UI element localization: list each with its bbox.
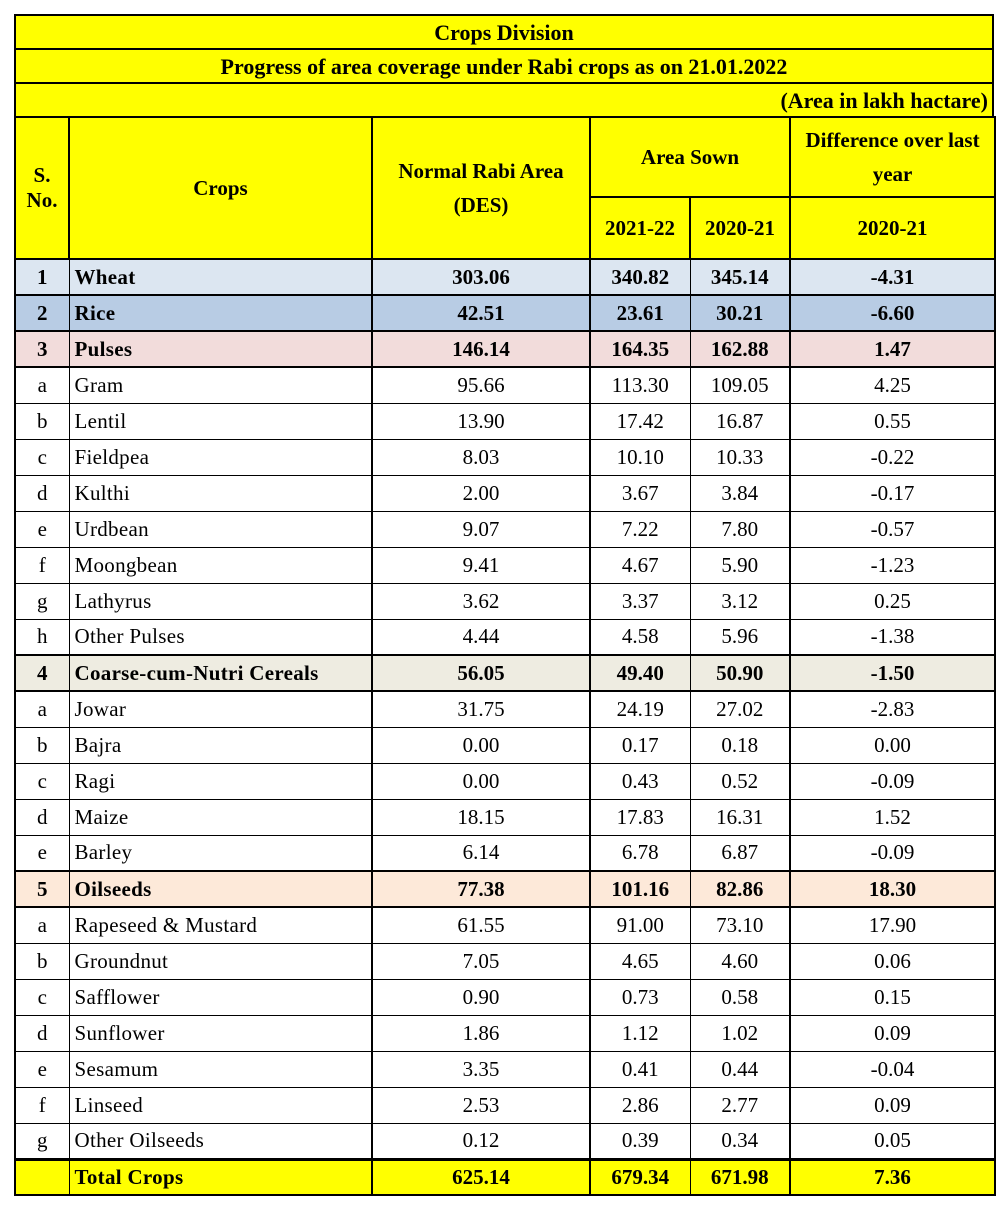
report-title: Progress of area coverage under Rabi crops as on 21.01.2022 — [14, 48, 994, 82]
cell-area-2020-21: 30.21 — [690, 295, 790, 331]
cell-normal-area: 61.55 — [372, 907, 590, 943]
cell-normal-area: 0.90 — [372, 979, 590, 1015]
cell-crop: Groundnut — [69, 943, 372, 979]
table-row — [15, 439, 995, 475]
cell-crop: Sesamum — [69, 1051, 372, 1087]
header-crops-label: Crops — [193, 175, 248, 200]
cell-area-2021-22: 24.19 — [590, 691, 690, 727]
cell-area-2020-21: 5.96 — [690, 619, 790, 655]
cell-difference: -0.09 — [790, 763, 995, 799]
cell-area-2021-22: 4.67 — [590, 547, 690, 583]
cell-difference: 7.36 — [790, 1159, 995, 1195]
cell-normal-area: 6.14 — [372, 835, 590, 871]
cell-sno: b — [15, 403, 69, 439]
cell-area-2021-22: 4.65 — [590, 943, 690, 979]
cell-area-2021-22: 164.35 — [590, 331, 690, 367]
cell-normal-area: 0.12 — [372, 1123, 590, 1159]
cell-normal-area: 9.41 — [372, 547, 590, 583]
cell-sno: f — [15, 1087, 69, 1123]
header-difference-label: Difference over last year — [805, 128, 980, 186]
cell-normal-area: 77.38 — [372, 871, 590, 907]
cell-normal-area: 9.07 — [372, 511, 590, 547]
cell-normal-area: 0.00 — [372, 727, 590, 763]
cell-sno: d — [15, 799, 69, 835]
table-row — [15, 295, 995, 331]
cell-area-2020-21: 7.80 — [690, 511, 790, 547]
total-row — [15, 1159, 995, 1195]
cell-area-2020-21: 671.98 — [690, 1159, 790, 1195]
cell-normal-area: 7.05 — [372, 943, 590, 979]
cell-area-2020-21: 1.02 — [690, 1015, 790, 1051]
cell-crop: Pulses — [69, 331, 372, 367]
cell-area-2021-22: 101.16 — [590, 871, 690, 907]
cell-normal-area: 8.03 — [372, 439, 590, 475]
header-diff-year: 2020-21 — [790, 197, 995, 259]
cell-area-2021-22: 10.10 — [590, 439, 690, 475]
cell-area-2021-22: 679.34 — [590, 1159, 690, 1195]
cell-area-2021-22: 2.86 — [590, 1087, 690, 1123]
cell-normal-area: 42.51 — [372, 295, 590, 331]
table-row — [15, 907, 995, 943]
cell-area-2021-22: 113.30 — [590, 367, 690, 403]
cell-area-2020-21: 73.10 — [690, 907, 790, 943]
cell-area-2020-21: 109.05 — [690, 367, 790, 403]
cell-area-2021-22: 0.43 — [590, 763, 690, 799]
cell-difference: 0.00 — [790, 727, 995, 763]
cell-sno: 3 — [15, 331, 69, 367]
cell-normal-area: 625.14 — [372, 1159, 590, 1195]
cell-sno: c — [15, 439, 69, 475]
cell-sno: a — [15, 691, 69, 727]
cell-sno — [15, 1159, 69, 1195]
cell-area-2021-22: 17.83 — [590, 799, 690, 835]
cell-difference: -2.83 — [790, 691, 995, 727]
cell-sno: h — [15, 619, 69, 655]
table-row — [15, 943, 995, 979]
cell-sno: c — [15, 763, 69, 799]
cell-area-2021-22: 1.12 — [590, 1015, 690, 1051]
cell-sno: 5 — [15, 871, 69, 907]
cell-area-2020-21: 0.44 — [690, 1051, 790, 1087]
cell-crop: Other Pulses — [69, 619, 372, 655]
cell-crop: Other Oilseeds — [69, 1123, 372, 1159]
cell-sno: g — [15, 583, 69, 619]
cell-difference: -0.22 — [790, 439, 995, 475]
header-sno-label: S. No. — [26, 163, 58, 212]
cell-sno: e — [15, 1051, 69, 1087]
cell-area-2020-21: 3.84 — [690, 475, 790, 511]
cell-area-2020-21: 162.88 — [690, 331, 790, 367]
cell-difference: 0.05 — [790, 1123, 995, 1159]
cell-difference: 0.55 — [790, 403, 995, 439]
cell-crop: Maize — [69, 799, 372, 835]
cell-sno: c — [15, 979, 69, 1015]
table-row — [15, 367, 995, 403]
cell-sno: b — [15, 727, 69, 763]
cell-sno: d — [15, 475, 69, 511]
cell-difference: 0.09 — [790, 1087, 995, 1123]
table-row — [15, 511, 995, 547]
cell-normal-area: 3.35 — [372, 1051, 590, 1087]
cell-difference: -0.17 — [790, 475, 995, 511]
table-row — [15, 547, 995, 583]
header-crops — [69, 117, 372, 259]
cell-difference: 0.06 — [790, 943, 995, 979]
cell-area-2020-21: 0.52 — [690, 763, 790, 799]
cell-crop: Total Crops — [69, 1159, 372, 1195]
cell-area-2021-22: 17.42 — [590, 403, 690, 439]
cell-area-2021-22: 6.78 — [590, 835, 690, 871]
cell-crop: Ragi — [69, 763, 372, 799]
table-body — [15, 259, 995, 1195]
table-row — [15, 1015, 995, 1051]
cell-area-2020-21: 345.14 — [690, 259, 790, 295]
cell-crop: Oilseeds — [69, 871, 372, 907]
cell-normal-area: 0.00 — [372, 763, 590, 799]
table-row — [15, 799, 995, 835]
cell-difference: 17.90 — [790, 907, 995, 943]
cell-area-2020-21: 0.34 — [690, 1123, 790, 1159]
cell-normal-area: 95.66 — [372, 367, 590, 403]
cell-difference: -6.60 — [790, 295, 995, 331]
cell-difference: 0.25 — [790, 583, 995, 619]
cell-sno: f — [15, 547, 69, 583]
cell-crop: Sunflower — [69, 1015, 372, 1051]
table-row — [15, 619, 995, 655]
cell-crop: Linseed — [69, 1087, 372, 1123]
cell-crop: Moongbean — [69, 547, 372, 583]
cell-area-2020-21: 50.90 — [690, 655, 790, 691]
cell-normal-area: 31.75 — [372, 691, 590, 727]
cell-normal-area: 18.15 — [372, 799, 590, 835]
cell-crop: Kulthi — [69, 475, 372, 511]
cell-area-2021-22: 3.37 — [590, 583, 690, 619]
cell-difference: -1.50 — [790, 655, 995, 691]
table-row — [15, 1123, 995, 1159]
cell-sno: a — [15, 367, 69, 403]
cell-difference: 1.47 — [790, 331, 995, 367]
cell-sno: 1 — [15, 259, 69, 295]
header-normal-area-label: Normal Rabi Area (DES) — [398, 159, 564, 217]
division-title: Crops Division — [14, 14, 994, 48]
table-row — [15, 979, 995, 1015]
header-difference — [790, 117, 995, 197]
cell-difference: -4.31 — [790, 259, 995, 295]
cell-area-2021-22: 0.41 — [590, 1051, 690, 1087]
cell-area-2021-22: 0.39 — [590, 1123, 690, 1159]
cell-crop: Fieldpea — [69, 439, 372, 475]
cell-sno: b — [15, 943, 69, 979]
cell-area-2021-22: 23.61 — [590, 295, 690, 331]
cell-difference: -1.23 — [790, 547, 995, 583]
cell-sno: g — [15, 1123, 69, 1159]
cell-area-2021-22: 0.17 — [590, 727, 690, 763]
cell-area-2020-21: 3.12 — [690, 583, 790, 619]
cell-sno: 2 — [15, 295, 69, 331]
table-row — [15, 763, 995, 799]
table-row — [15, 583, 995, 619]
cell-area-2021-22: 91.00 — [590, 907, 690, 943]
cell-normal-area: 3.62 — [372, 583, 590, 619]
cell-area-2020-21: 5.90 — [690, 547, 790, 583]
table-row — [15, 655, 995, 691]
cell-normal-area: 146.14 — [372, 331, 590, 367]
cell-crop: Rice — [69, 295, 372, 331]
table-row — [15, 727, 995, 763]
cell-crop: Lathyrus — [69, 583, 372, 619]
cell-difference: -1.38 — [790, 619, 995, 655]
cell-area-2021-22: 0.73 — [590, 979, 690, 1015]
cell-crop: Barley — [69, 835, 372, 871]
cell-crop: Coarse-cum-Nutri Cereals — [69, 655, 372, 691]
cell-area-2020-21: 0.18 — [690, 727, 790, 763]
header-sno — [15, 117, 69, 259]
cell-difference: 4.25 — [790, 367, 995, 403]
cell-difference: 0.09 — [790, 1015, 995, 1051]
cell-sno: e — [15, 511, 69, 547]
report-container — [14, 14, 994, 1196]
table-row — [15, 475, 995, 511]
cell-crop: Lentil — [69, 403, 372, 439]
cell-crop: Rapeseed & Mustard — [69, 907, 372, 943]
table-row — [15, 871, 995, 907]
table-row — [15, 331, 995, 367]
cell-difference: 18.30 — [790, 871, 995, 907]
header-year-2020-21: 2020-21 — [690, 197, 790, 259]
cell-difference: 0.15 — [790, 979, 995, 1015]
cell-normal-area: 56.05 — [372, 655, 590, 691]
cell-crop: Gram — [69, 367, 372, 403]
cell-area-2020-21: 2.77 — [690, 1087, 790, 1123]
cell-normal-area: 303.06 — [372, 259, 590, 295]
header-area-sown-label: Area Sown — [640, 144, 740, 169]
cell-normal-area: 4.44 — [372, 619, 590, 655]
cell-difference: -0.57 — [790, 511, 995, 547]
cell-area-2020-21: 16.87 — [690, 403, 790, 439]
cell-crop: Wheat — [69, 259, 372, 295]
cell-crop: Urdbean — [69, 511, 372, 547]
cell-sno: e — [15, 835, 69, 871]
cell-normal-area: 13.90 — [372, 403, 590, 439]
header-area-sown — [590, 117, 790, 197]
cell-area-2020-21: 0.58 — [690, 979, 790, 1015]
cell-normal-area: 1.86 — [372, 1015, 590, 1051]
cell-area-2021-22: 49.40 — [590, 655, 690, 691]
table-row — [15, 403, 995, 439]
cell-crop: Bajra — [69, 727, 372, 763]
cell-crop: Jowar — [69, 691, 372, 727]
crops-table — [14, 116, 996, 1196]
cell-sno: d — [15, 1015, 69, 1051]
cell-difference: 1.52 — [790, 799, 995, 835]
table-row — [15, 259, 995, 295]
cell-area-2021-22: 4.58 — [590, 619, 690, 655]
header-normal-area — [372, 117, 590, 259]
cell-area-2021-22: 7.22 — [590, 511, 690, 547]
table-row — [15, 835, 995, 871]
header-year-2021-22: 2021-22 — [590, 197, 690, 259]
unit-note: (Area in lakh hactare) — [14, 82, 994, 116]
cell-normal-area: 2.00 — [372, 475, 590, 511]
cell-area-2020-21: 10.33 — [690, 439, 790, 475]
cell-area-2020-21: 16.31 — [690, 799, 790, 835]
cell-area-2020-21: 27.02 — [690, 691, 790, 727]
cell-area-2021-22: 340.82 — [590, 259, 690, 295]
cell-crop: Safflower — [69, 979, 372, 1015]
cell-area-2021-22: 3.67 — [590, 475, 690, 511]
cell-sno: a — [15, 907, 69, 943]
cell-area-2020-21: 82.86 — [690, 871, 790, 907]
cell-sno: 4 — [15, 655, 69, 691]
table-row — [15, 1087, 995, 1123]
cell-area-2020-21: 6.87 — [690, 835, 790, 871]
cell-normal-area: 2.53 — [372, 1087, 590, 1123]
cell-difference: -0.09 — [790, 835, 995, 871]
table-header — [15, 117, 995, 259]
table-row — [15, 691, 995, 727]
table-row — [15, 1051, 995, 1087]
cell-area-2020-21: 4.60 — [690, 943, 790, 979]
cell-difference: -0.04 — [790, 1051, 995, 1087]
